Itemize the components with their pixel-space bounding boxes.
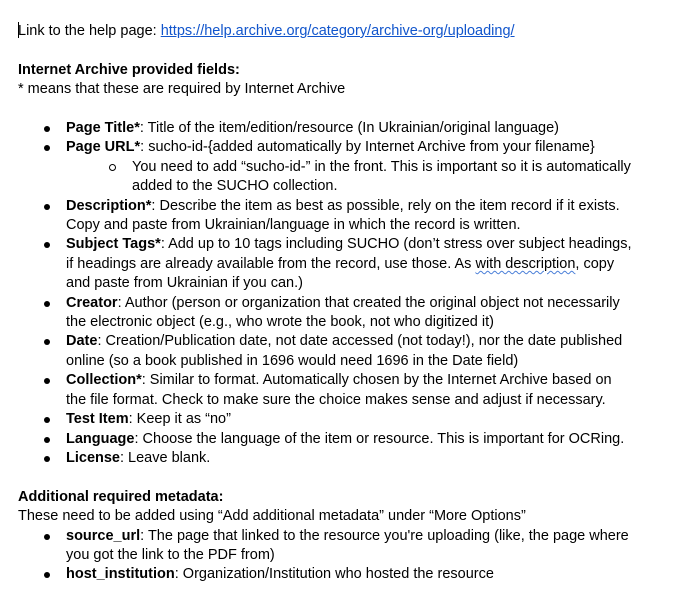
list-item-date: Date: Creation/Publication date, not date accessed (not today!), nor the date published online (so a book published in 1696 would need 1696 in the Date field) xyxy=(18,332,678,371)
ia-fields-note: * means that these are required by Internet Archive xyxy=(18,81,346,98)
spacer xyxy=(18,468,678,487)
help-link-label: ink to the help page: xyxy=(26,23,161,39)
ia-fields-heading: Internet Archive provided fields: xyxy=(18,61,240,78)
list-item-page-title: Page Title*: Title of the item/edition/resource (In Ukrainian/original language) xyxy=(18,119,678,138)
list-item-subject-tags: Subject Tags*: Add up to 10 tags including SUCHO (don’t stress over subject headings, if headings are already available from the record, use those. As with description, copy and paste from Ukrainian if you can.) xyxy=(18,235,678,293)
list-item-license: License: Leave blank. xyxy=(18,449,678,468)
page-url-sublist xyxy=(84,158,678,197)
list-item-description: Description*: Describe the item as best as possible, rely on the item record if it exists. Copy and paste from Ukrainian/language in which the record is written. xyxy=(18,197,678,236)
list-item-host-institution: host_institution: Organization/Institution who hosted the resource xyxy=(18,565,678,584)
list-item-source-url: source_url: The page that linked to the resource you're uploading (like, the page where you got the link to the PDF from) xyxy=(18,527,678,566)
list-item-collection: Collection*: Similar to format. Automatically chosen by the Internet Archive based on the file format. Check to make sure the choice makes sense and adjust if necessary. xyxy=(18,371,678,410)
help-first-letter: L xyxy=(18,23,27,39)
spellcheck-underline: with description xyxy=(475,255,576,272)
list-item-creator: Creator: Author (person or organization that created the original object not necessarily the electronic object (e.g., who wrote the book, not who digitized it) xyxy=(18,294,678,333)
additional-heading: Additional required metadata: xyxy=(18,488,224,505)
list-item-page-url: Page URL*: sucho-id-{added automatically by Internet Archive from your filename} xyxy=(18,138,678,157)
page-url-sublist-container xyxy=(18,158,678,197)
spacer xyxy=(18,100,678,119)
help-page-link[interactable]: https://help.archive.org/category/archive-org/uploading/ xyxy=(160,23,515,39)
list-item-language: Language: Choose the language of the item or resource. This is important for OCRing. xyxy=(18,430,678,449)
additional-note: These need to be added using “Add additional metadata” under “More Options” xyxy=(18,508,526,525)
spacer xyxy=(18,41,678,60)
list-item-sucho-id-note: You need to add “sucho-id-” in the front. This is important so it is automatically added to the SUCHO collection. xyxy=(84,158,678,197)
additional-list xyxy=(18,527,678,585)
list-item-test-item: Test Item: Keep it as “no” xyxy=(18,410,678,429)
ia-fields-list xyxy=(18,119,678,468)
help-link-line xyxy=(18,22,678,41)
